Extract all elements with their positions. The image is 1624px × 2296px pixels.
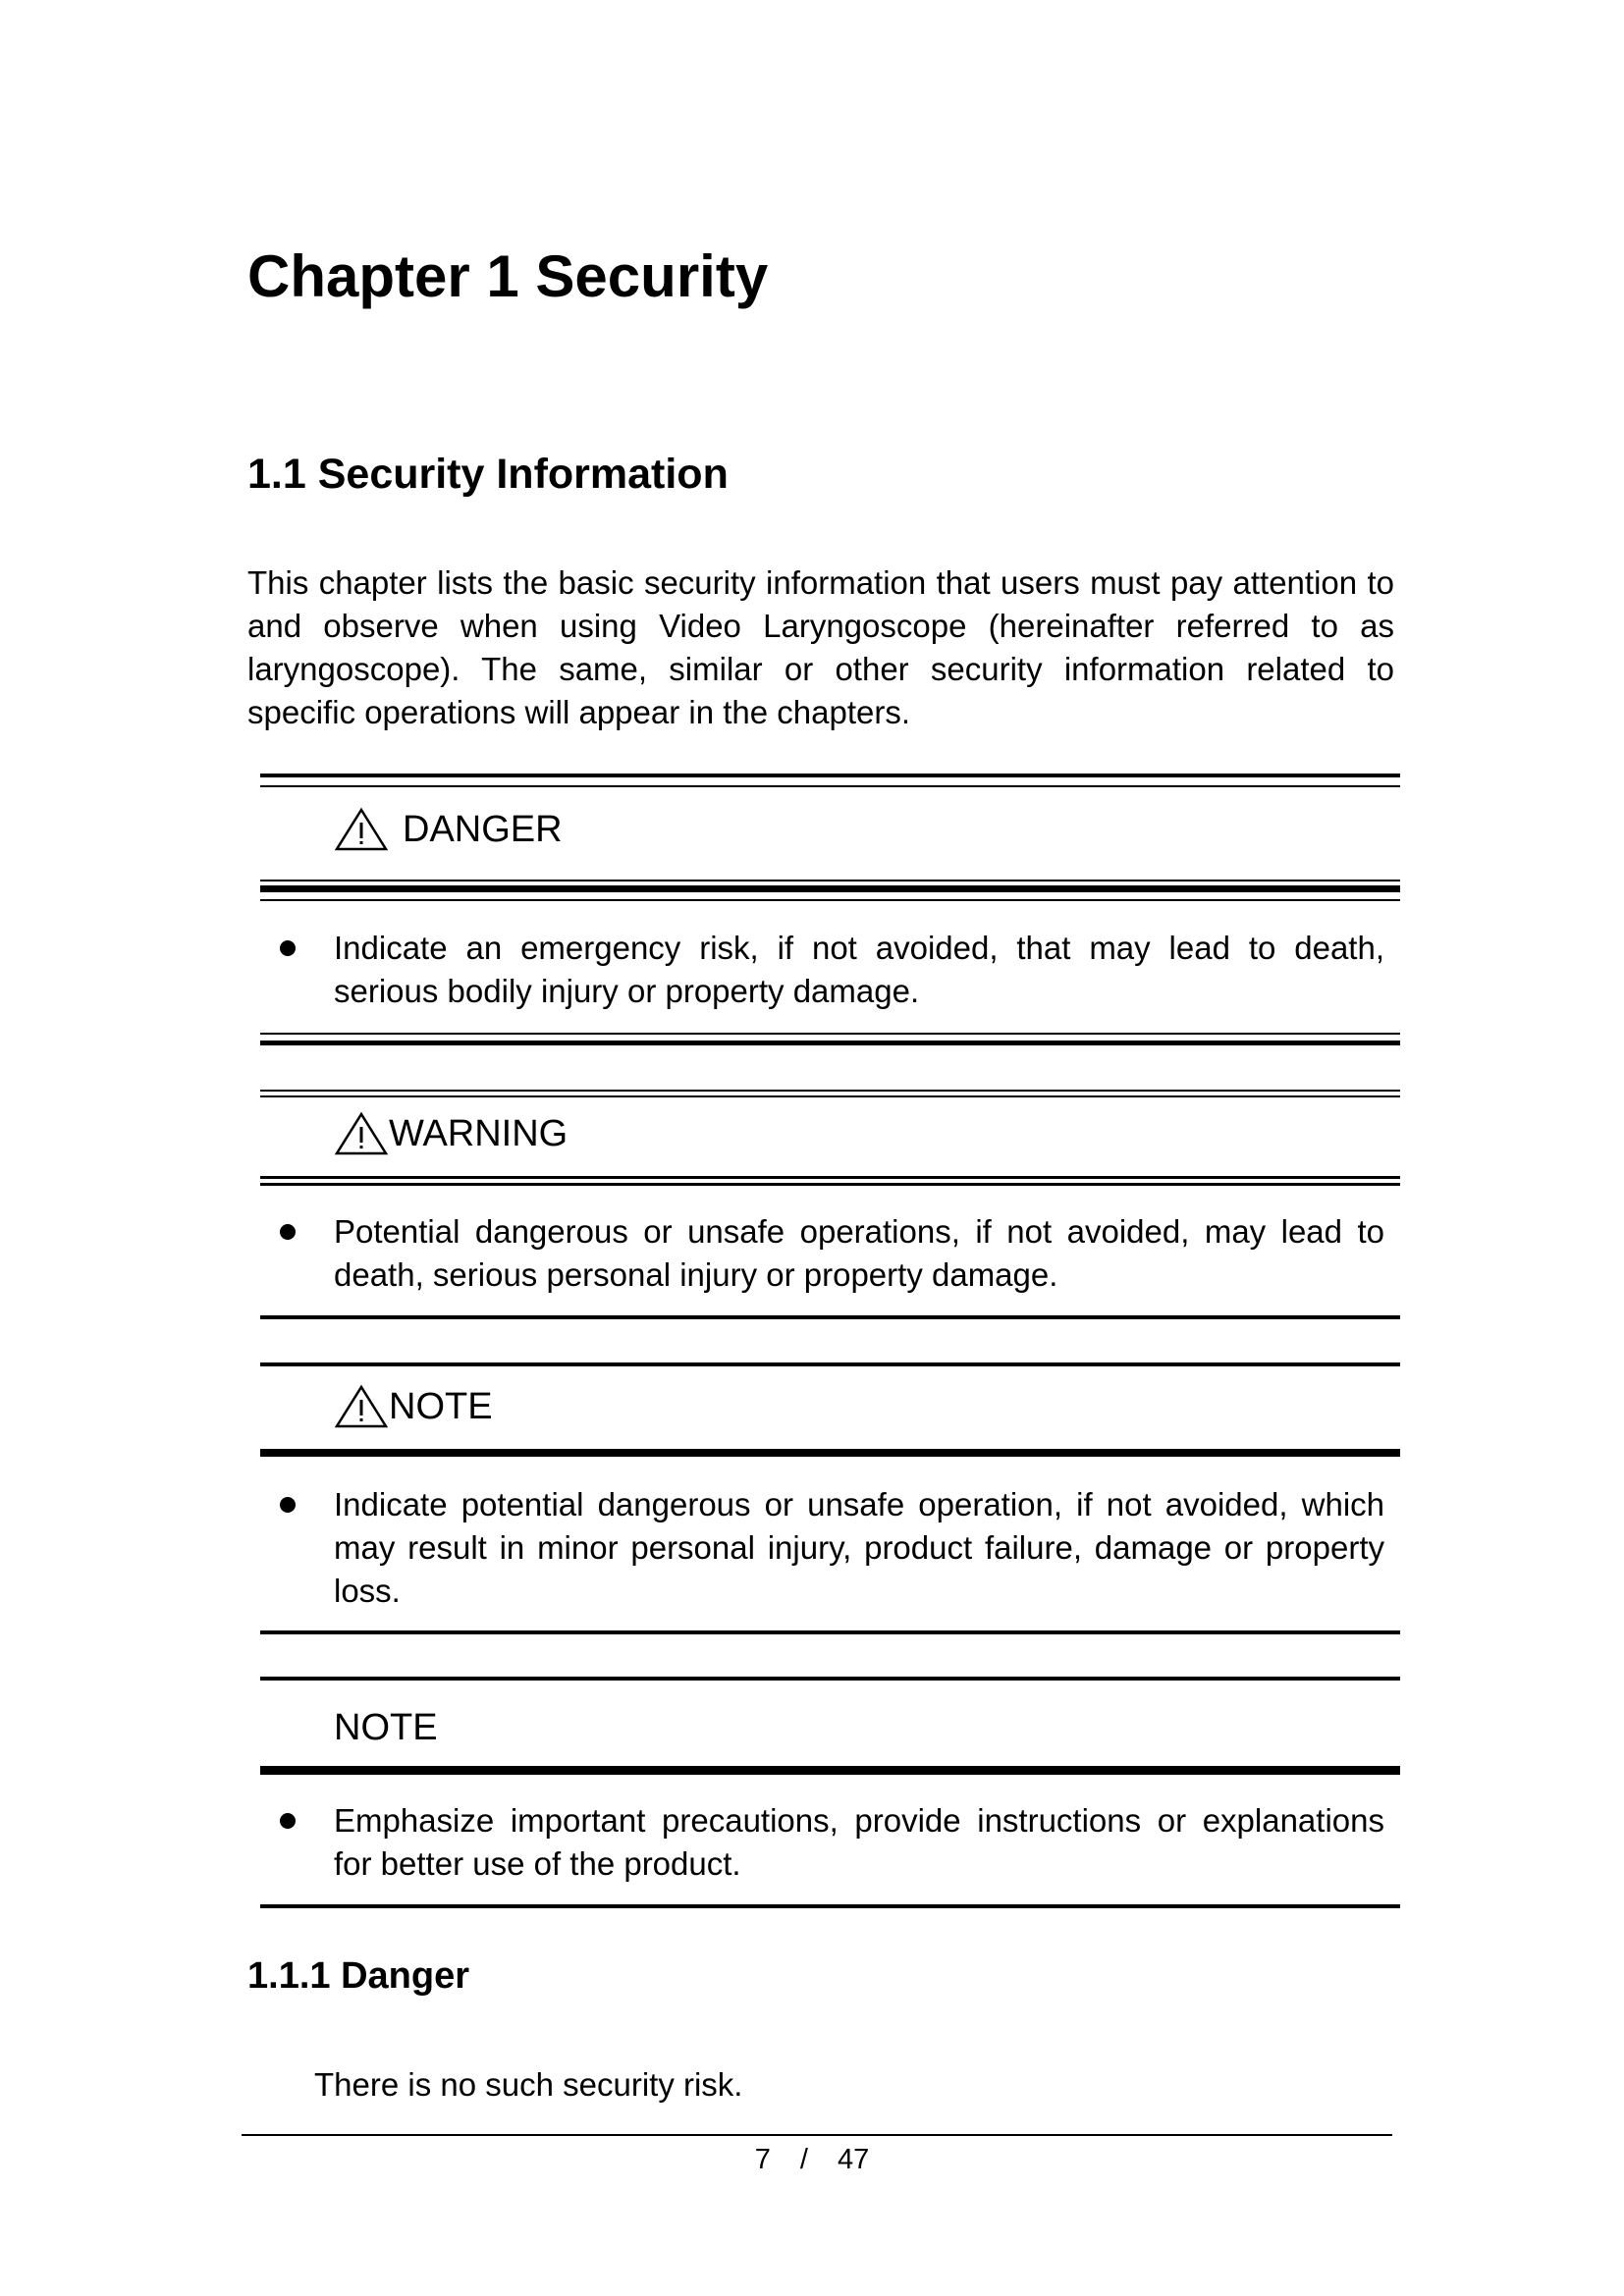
- warning-text: Potential dangerous or unsafe operations, if not avoided, may lead to death, serious personal injury or property damage.: [334, 1213, 1384, 1293]
- danger-text: Indicate an emergency risk, if not avoided, that may lead to death, serious bodily injury or property damage.: [334, 930, 1384, 1009]
- note-text: Emphasize important precautions, provide instructions or explanations for better use of the product.: [334, 1802, 1384, 1882]
- warning-top-rule-2: [260, 1095, 1400, 1097]
- warning-triangle-icon: [334, 807, 389, 852]
- chapter-title: Chapter 1 Security: [247, 243, 769, 309]
- note-heading-label: NOTE: [334, 1707, 438, 1748]
- page-separator: /: [799, 2144, 808, 2175]
- subsection-title: 1.1.1 Danger: [247, 1955, 469, 1997]
- caution-note-top-rule: [260, 1362, 1400, 1366]
- warning-heading-label: WARNING: [389, 1113, 568, 1154]
- note-heading: [334, 1709, 438, 1746]
- bullet-dot: [280, 1497, 296, 1513]
- danger-top-rule: [260, 774, 1400, 777]
- bullet-dot: [280, 1813, 296, 1829]
- note-mid-rule: [260, 1766, 1400, 1775]
- bullet-dot: [280, 1224, 296, 1240]
- warning-triangle-icon: [334, 1384, 389, 1429]
- warning-mid-rule-1: [260, 1176, 1400, 1179]
- footer-rule: [242, 2134, 1392, 2136]
- bullet-dot: [280, 940, 296, 956]
- intro-paragraph: This chapter lists the basic security information that users must pay attention to and observe when using Video Laryngoscope (hereinafter referred to as laryngoscope). The same, similar or other security information related to specific operations will appear in the chapters.: [247, 564, 1394, 730]
- caution-note-heading: [334, 1384, 493, 1429]
- note-top-rule: [260, 1677, 1400, 1681]
- page-number: [0, 2142, 1624, 2177]
- subsection-text: There is no such security risk.: [314, 2066, 743, 2103]
- danger-bottom-rule-thin: [260, 1033, 1400, 1035]
- warning-mid-rule-2: [260, 1183, 1400, 1186]
- note-bottom-rule: [260, 1904, 1400, 1908]
- caution-note-bottom-rule: [260, 1630, 1400, 1634]
- danger-heading-label: DANGER: [403, 809, 563, 850]
- page-total: 47: [838, 2144, 870, 2175]
- warning-bottom-rule: [260, 1315, 1400, 1319]
- danger-mid-rule-2: [260, 885, 1400, 892]
- danger-mid-rule-3: [260, 899, 1400, 901]
- page-current: 7: [754, 2144, 771, 2175]
- danger-mid-rule-1: [260, 880, 1400, 881]
- danger-bottom-rule: [260, 1041, 1400, 1045]
- danger-heading: [334, 807, 563, 852]
- caution-note-mid-rule: [260, 1449, 1400, 1457]
- warning-heading: [334, 1111, 568, 1156]
- warning-triangle-icon: [334, 1111, 389, 1156]
- section-title: 1.1 Security Information: [247, 451, 729, 498]
- warning-top-rule: [260, 1090, 1400, 1092]
- danger-top-rule-thin: [260, 785, 1400, 787]
- caution-note-heading-label: NOTE: [389, 1386, 493, 1427]
- caution-note-text: Indicate potential dangerous or unsafe operation, if not avoided, which may result in minor personal injury, product failure, damage or property loss.: [334, 1486, 1384, 1609]
